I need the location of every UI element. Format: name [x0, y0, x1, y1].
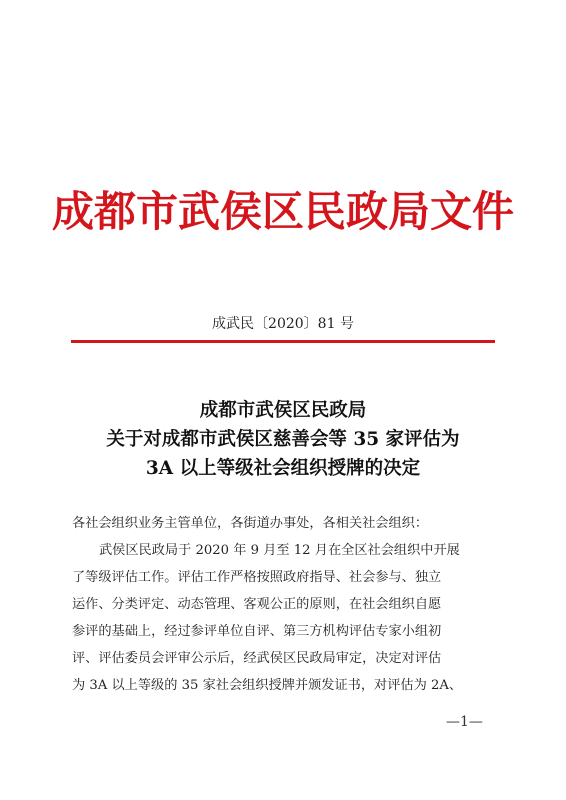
title-line-1: 成都市武侯区民政局 — [199, 400, 367, 421]
page-number: —1— — [446, 714, 483, 730]
body-line-6: 为 3A 以上等级的 35 家社会组织授牌并颁发证书，对评估为 2A、 — [72, 678, 463, 693]
red-divider-line — [71, 340, 495, 343]
body-line-5: 评、评估委员会评审公示后，经武侯区民政局审定，决定对评估 — [72, 651, 442, 666]
body-line-1: 武侯区民政局于 2020 年 9 月至 12 月在全区社会组织中开展 — [99, 543, 460, 558]
title-line-2: 关于对成都市武侯区慈善会等 35 家评估为 — [106, 429, 460, 450]
masthead-title: 成都市武侯区民政局文件 — [51, 187, 514, 236]
body-line-3: 运作、分类评定、动态管理、客观公正的原则，在社会组织自愿 — [72, 597, 442, 612]
salutation: 各社会组织业务主管单位，各街道办事处，各相关社会组织： — [72, 516, 429, 531]
document-body — [72, 510, 496, 699]
document-number: 成武民〔2020〕81 号 — [212, 316, 354, 332]
document-title — [0, 396, 566, 483]
body-line-4: 参评的基础上，经过参评单位自评、第三方机构评估专家小组初 — [72, 624, 442, 639]
title-line-3: 3A 以上等级社会组织授牌的决定 — [145, 458, 421, 479]
body-line-2: 了等级评估工作。评估工作严格按照政府指导、社会参与、独立 — [72, 570, 442, 585]
